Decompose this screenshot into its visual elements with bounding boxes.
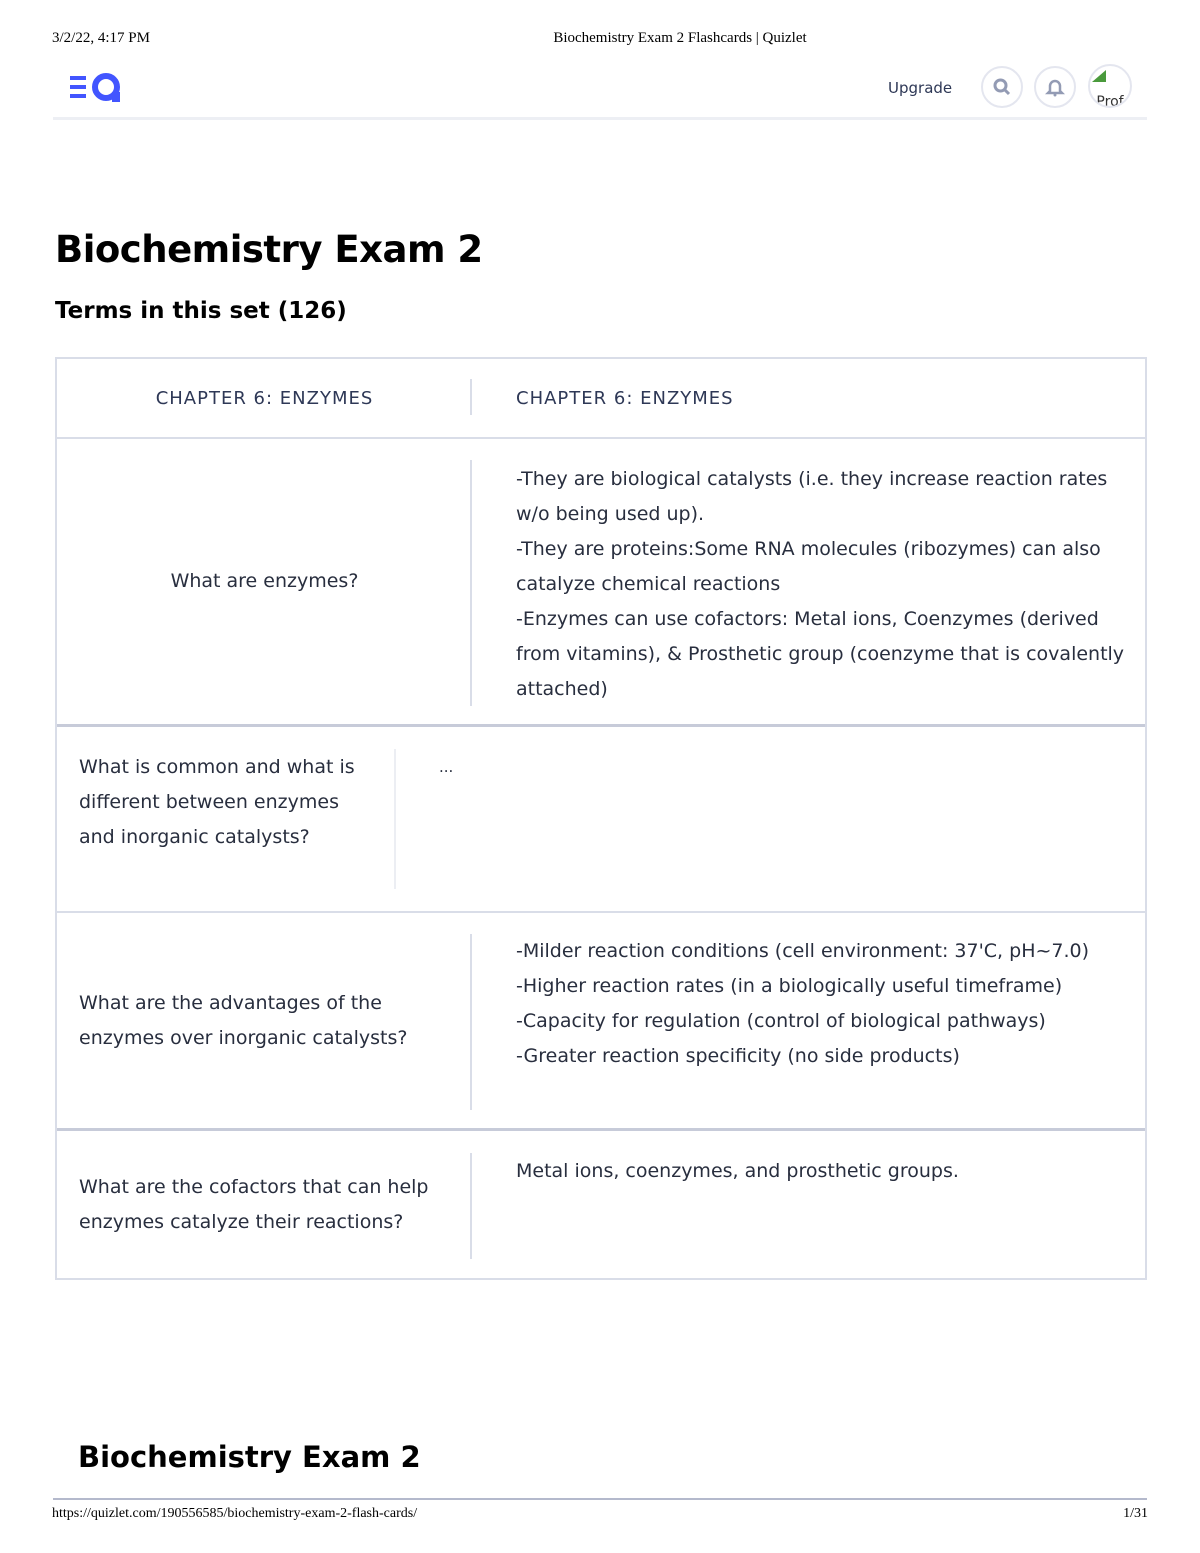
page-title: Biochemistry Exam 2: [55, 228, 483, 271]
profile-avatar[interactable]: [1088, 64, 1132, 108]
term-text: What is common and what is different between enzymes and inorganic catalysts?: [79, 756, 355, 848]
column-divider: [470, 1153, 472, 1259]
table-row[interactable]: [57, 913, 1145, 1131]
term-text: What are the advantages of the enzymes over inorganic catalysts?: [79, 991, 408, 1049]
definition-text: ...: [439, 758, 454, 776]
table-header-row: [57, 359, 1145, 439]
broken-image-icon: [1092, 70, 1106, 82]
bell-icon: [1045, 77, 1065, 97]
table-row[interactable]: [57, 727, 1145, 913]
term-header: CHAPTER 6: ENZYMES: [155, 387, 374, 409]
upgrade-button[interactable]: Upgrade: [888, 79, 953, 97]
column-divider: [470, 460, 472, 706]
definition-text: -They are biological catalysts (i.e. they increase reaction rates w/o being used up). -They are proteins:Some RNA molecules (ribozymes) can also catalyze chemical reactions -Enzymes can use cofactors: Metal ions, Coenzymes (derived from vitamins), & Prosthetic group (coenzyme that is covalently attached): [516, 468, 1125, 700]
table-row[interactable]: [57, 1131, 1145, 1280]
definition-header: CHAPTER 6: ENZYMES: [516, 387, 734, 409]
search-icon: [992, 77, 1012, 97]
print-datetime: 3/2/22, 4:17 PM: [52, 30, 150, 46]
profile-alt-text: Prof: [1096, 94, 1124, 108]
terms-table: [55, 357, 1147, 1280]
search-button[interactable]: [981, 66, 1023, 108]
column-divider: [394, 749, 396, 889]
definition-text: -Milder reaction conditions (cell environment: 37'C, pH~7.0) -Higher reaction rates (in a biologically useful timeframe) -Capacity for regulation (control of biological pathways) -Greater reaction specificity (no side products): [516, 940, 1090, 1067]
print-url: https://quizlet.com/190556585/biochemistry-exam-2-flash-cards/: [52, 1506, 418, 1521]
notifications-button[interactable]: [1034, 66, 1076, 108]
term-text: What are the cofactors that can help enzymes catalyze their reactions?: [79, 1175, 429, 1233]
table-row[interactable]: [57, 439, 1145, 727]
term-text: What are enzymes?: [170, 570, 359, 592]
print-page-number: 1/31: [1123, 1506, 1148, 1521]
print-title: Biochemistry Exam 2 Flashcards | Quizlet: [553, 30, 807, 46]
quizlet-logo[interactable]: [68, 70, 124, 106]
section-title: Biochemistry Exam 2: [78, 1440, 421, 1474]
column-divider: [470, 934, 472, 1110]
terms-heading: Terms in this set (126): [55, 298, 347, 324]
header-divider: [53, 117, 1147, 120]
footer-divider: [53, 1498, 1147, 1500]
definition-text: Metal ions, coenzymes, and prosthetic groups.: [516, 1160, 959, 1182]
column-divider: [470, 379, 472, 415]
